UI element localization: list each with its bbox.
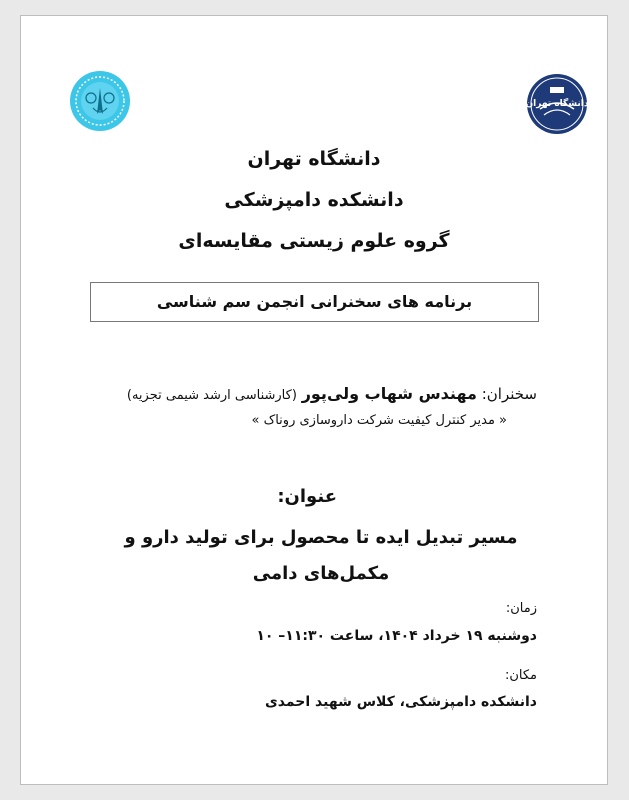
faculty-seal-icon: [69, 70, 131, 132]
subject-line-2: مکمل‌های دامی: [252, 563, 390, 584]
place-label: مکان:: [504, 668, 537, 683]
time-value: دوشنبه ۱۹ خرداد ۱۴۰۴، ساعت ۱۱:۳۰– ۱۰: [256, 628, 537, 644]
university-seal-icon: [526, 73, 588, 135]
faculty-name: دانشکده دامپزشکی: [224, 189, 404, 211]
speaker-line: [127, 384, 537, 403]
speaker-name: مهندس شهاب ولی‌پور: [301, 384, 477, 403]
subject-line-1: مسیر تبدیل ایده تا محصول برای تولید دارو و: [124, 527, 518, 548]
program-title: برنامه های سخنرانی انجمن سم شناسی: [90, 282, 539, 322]
subject-text: [101, 520, 541, 592]
university-name: دانشگاه تهران: [247, 148, 381, 170]
speaker-role: (کارشناسی ارشد شیمی تجزیه): [126, 388, 297, 403]
place-value: دانشکده دامپزشکی، کلاس شهید احمدی: [264, 694, 537, 710]
subject-label: عنوان:: [277, 486, 337, 507]
speaker-label: سخنران:: [481, 385, 537, 403]
department-name: گروه علوم زیستی مقایسه‌ای: [178, 230, 450, 252]
speaker-company: « مدیر کنترل کیفیت شرکت داروسازی روناک »: [251, 413, 507, 428]
time-label: زمان:: [505, 601, 537, 616]
document-page: [20, 15, 608, 785]
university-seal-text: دانشگاه تهران: [526, 99, 588, 109]
